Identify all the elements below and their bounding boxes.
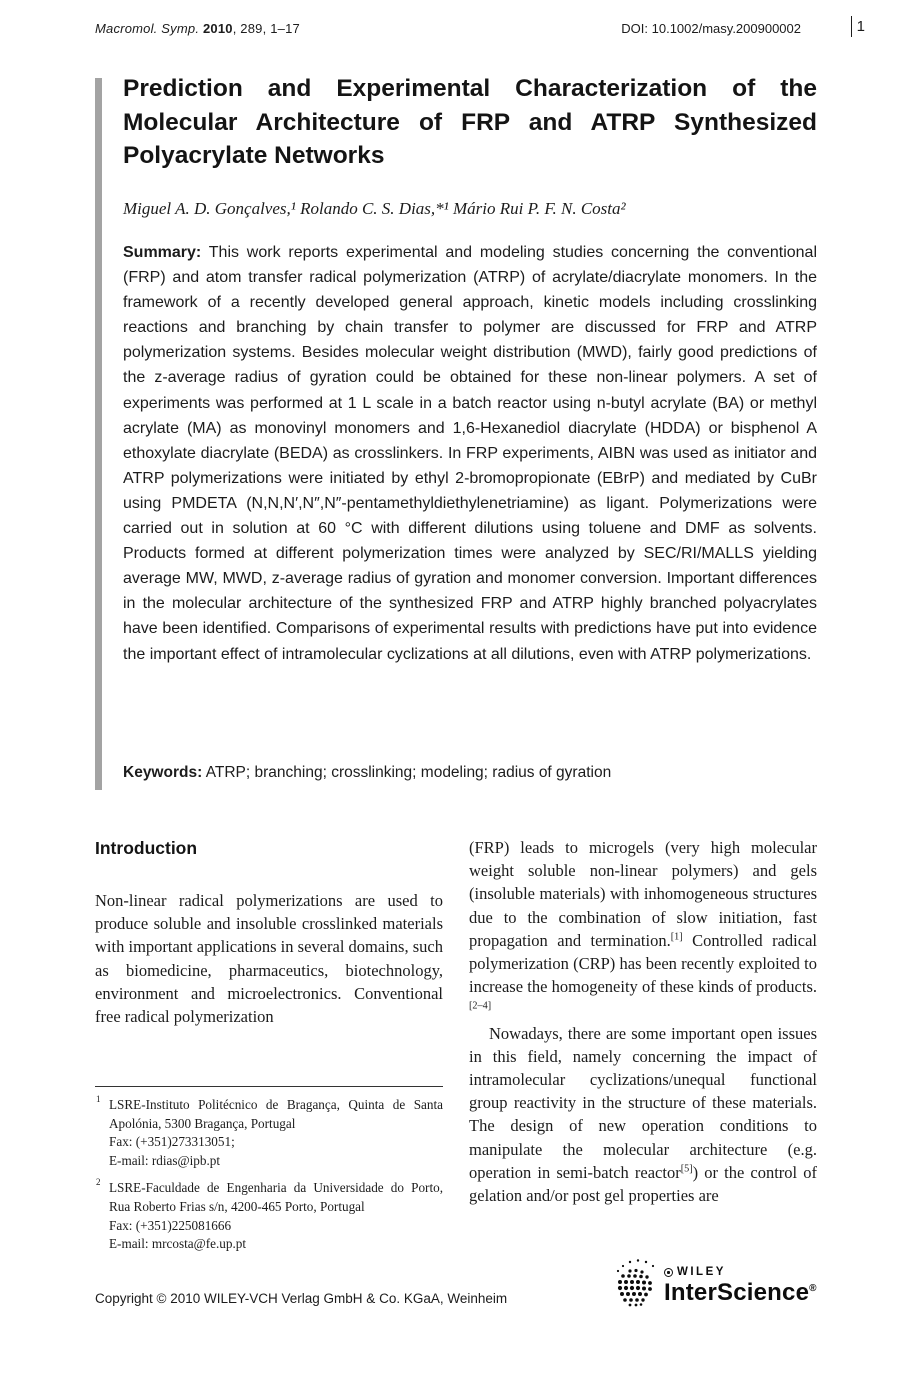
author-line: Miguel A. D. Gonçalves,¹ Rolando C. S. Dias,*¹ Mário Rui P. F. N. Costa²: [123, 199, 626, 218]
footnote-affiliation-2: 2 LSRE-Faculdade de Engenharia da Universidade do Porto, Rua Roberto Frias s/n, 4200-465 Porto, Portugal Fax: (+351)225081666 E-mail: mrcosta@fe.up.pt: [96, 1177, 443, 1252]
footnote-address: LSRE-Faculdade de Engenharia da Universidade do Porto, Rua Roberto Frias s/n, 4200-465 Porto, Portugal: [109, 1180, 443, 1214]
logo-wiley-text: WILEY: [677, 1266, 726, 1278]
body-paragraph: Non-linear radical polymerizations are used to produce soluble and insoluble crosslinked materials with important applications in several domains, such as biomedicine, pharmaceutics, biotechnology, environment and microelectronics. Conventional free radical polymerization: [95, 891, 443, 1027]
footnotes-block: [95, 1086, 443, 1263]
summary-label: Summary:: [123, 244, 202, 261]
footnote-email: E-mail: rdias@ipb.pt: [109, 1152, 221, 1168]
wiley-interscience-logo: [610, 1256, 817, 1310]
footnote-affiliation-1: 1 LSRE-Instituto Politécnico de Bragança, Quinta de Santa Apolónia, 5300 Bragança, Portugal Fax: (+351)273313051; E-mail: rdias@ipb.pt: [96, 1094, 443, 1168]
logo-interscience-text: InterScience: [664, 1279, 810, 1306]
keywords-label: Keywords:: [123, 764, 203, 781]
journal-reference: [95, 21, 300, 36]
registered-trademark-mark: ®: [809, 1283, 817, 1294]
journal-issue-pages: , 289, 1–17: [232, 21, 300, 36]
page-number: 1: [851, 16, 865, 37]
interscience-globe-icon: [610, 1256, 662, 1310]
abstract-summary: [123, 240, 817, 667]
copyright-line: Copyright © 2010 WILEY-VCH Verlag GmbH & Co. KGaA, Weinheim: [95, 1291, 508, 1306]
keywords-text: ATRP; branching; crosslinking; modeling; radius of gyration: [205, 764, 612, 781]
right-column: [469, 836, 817, 1207]
journal-year: 2010: [202, 21, 233, 36]
body-paragraph: (FRP) leads to microgels (very high molecular weight soluble non-linear polymers) and gels (insoluble materials) with inhomogeneous structures due to the combination of slow initiation, fast propagation and termination.[1] Controlled radical polymerization (CRP) has been recently exploited to increase the homogeneity of these kinds of products.[2–4]: [469, 838, 817, 1012]
section-heading-introduction: Introduction: [95, 838, 198, 858]
footnote-fax: Fax: (+351)273313051;: [109, 1134, 235, 1150]
logo-text: [664, 1266, 817, 1307]
title-accent-bar: [95, 78, 102, 790]
wiley-mark-icon: [664, 1268, 673, 1277]
summary-text: This work reports experimental and modeling studies concerning the conventional (FRP) and atom transfer radical polymerization (ATRP) of acrylate/diacrylate monomers. In the framework of a recently developed general approach, kinetic models including crosslinking reactions and branching by chain transfer to polymer are discussed for FRP and ATRP polymerization systems. Besides molecular weight distribution (MWD), fairly good predictions of the z-average radius of gyration could be obtained for these non-linear polymers. A set of experiments was performed at 1 L scale in a batch reactor using n-butyl acrylate (BA) or methyl acrylate (MA) as monovinyl monomers and 1,6-Hexanediol diacrylate (HDDA) or bisphenol A ethoxylate diacrylate (BEDA) as crosslinkers. In FRP experiments, AIBN was used as initiator and ATRP polymerizations were initiated by ethyl 2-bromopropionate (EBrP) and mediated by CuBr using PMDETA (N,N,N′,N″,N″-pentamethyldiethylenetriamine) as ligant. Polymerizations were carried out in solution at 60 °C with different dilutions using toluene and DMF as solvents. Products formed at different polymerization times were analyzed by SEC/RI/MALLS yielding average MW, MWD, z-average radius of gyration and monomer conversion. Important differences in the molecular architecture of the synthesized FRP and ATRP highly branched polyacrylates have been identified. Comparisons of experimental results with predictions have put into evidence the important effect of intramolecular cyclizations at all dilutions, even with ATRP polymerizations.: [123, 244, 818, 663]
body-paragraph: Nowadays, there are some important open issues in this field, namely concerning the impact of intramolecular cyclizations/unequal functional group reactivity in the structure of these materials. The design of new operation conditions to manipulate the molecular architecture (e.g. operation in semi-batch reactor[5]) or the control of gelation and/or post gel properties are: [469, 1023, 817, 1206]
keywords-line: [123, 764, 817, 782]
footnote-address: LSRE-Instituto Politécnico de Bragança, Quinta de Santa Apolónia, 5300 Bragança, Portugal: [109, 1097, 443, 1131]
article-title: Prediction and Experimental Characterization of the Molecular Architecture of FRP and ATRP Synthesized Polyacrylate Networks: [123, 75, 817, 169]
footnote-fax: Fax: (+351)225081666: [109, 1217, 232, 1233]
footnote-email: E-mail: mrcosta@fe.up.pt: [109, 1236, 247, 1252]
journal-name: Macromol. Symp.: [95, 21, 200, 36]
doi-text: DOI: 10.1002/masy.200900002: [621, 21, 801, 36]
